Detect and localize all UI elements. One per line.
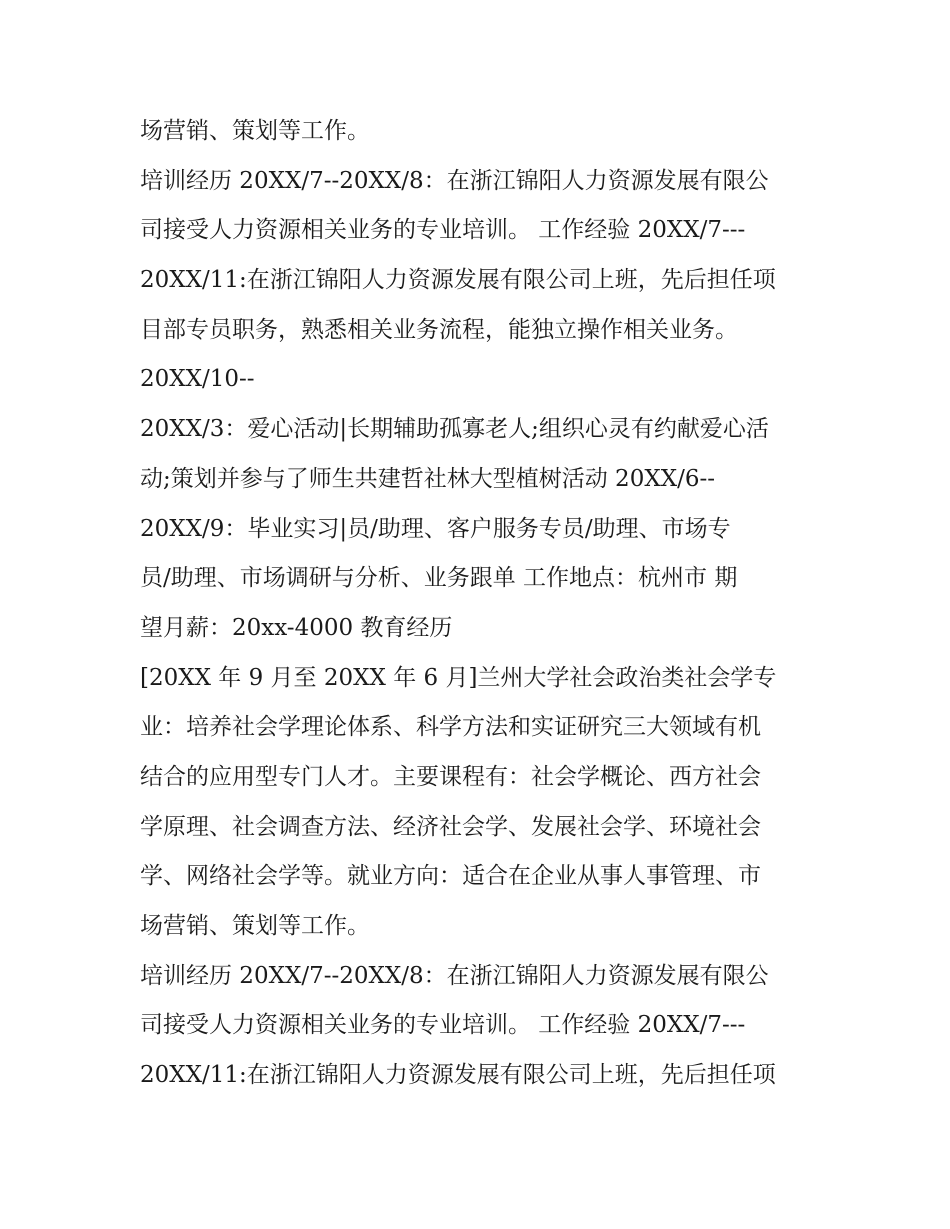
text-line: 场营销、策划等工作。 bbox=[140, 118, 370, 144]
text-line: 司接受人力资源相关业务的专业培训。 工作经验 20XX/7--- bbox=[140, 217, 746, 244]
text-line: 员/助理、市场调研与分析、业务跟单 工作地点：杭州市 期 bbox=[140, 565, 738, 592]
text-line: 20XX/9：毕业实习|员/助理、客户服务专员/助理、市场专 bbox=[140, 515, 731, 542]
text-line: 20XX/3：爱心活动|长期辅助孤寡老人;组织心灵有约献爱心活 bbox=[140, 416, 769, 443]
text-line: 培训经历 20XX/7--20XX/8：在浙江锦阳人力资源发展有限公 bbox=[140, 167, 769, 194]
text-line: 望月薪：20xx-4000 教育经历 bbox=[140, 614, 453, 641]
text-line: 目部专员职务，熟悉相关业务流程，能独立操作相关业务。 bbox=[140, 316, 738, 343]
text-line: 业：培养社会学理论体系、科学方法和实证研究三大领域有机 bbox=[140, 714, 761, 741]
text-line: 20XX/11:在浙江锦阳人力资源发展有限公司上班，先后担任项 bbox=[140, 1062, 776, 1089]
text-line: 20XX/10-- bbox=[140, 366, 255, 393]
text-line: 结合的应用型专门人才。主要课程有：社会学概论、西方社会 bbox=[140, 763, 761, 790]
text-line: 培训经历 20XX/7--20XX/8：在浙江锦阳人力资源发展有限公 bbox=[140, 962, 769, 989]
text-line: [20XX 年 9 月至 20XX 年 6 月]兰州大学社会政治类社会学专 bbox=[140, 664, 777, 691]
text-line: 学原理、社会调查方法、经济社会学、发展社会学、环境社会 bbox=[140, 813, 761, 840]
document-body bbox=[140, 107, 830, 1101]
text-line: 动;策划并参与了师生共建哲社林大型植树活动 20XX/6-- bbox=[140, 465, 715, 492]
text-line: 场营销、策划等工作。 bbox=[140, 913, 370, 939]
text-line: 20XX/11:在浙江锦阳人力资源发展有限公司上班，先后担任项 bbox=[140, 267, 776, 294]
text-line: 学、网络社会学等。就业方向：适合在企业从事人事管理、市 bbox=[140, 863, 761, 890]
text-line: 司接受人力资源相关业务的专业培训。 工作经验 20XX/7--- bbox=[140, 1012, 746, 1039]
